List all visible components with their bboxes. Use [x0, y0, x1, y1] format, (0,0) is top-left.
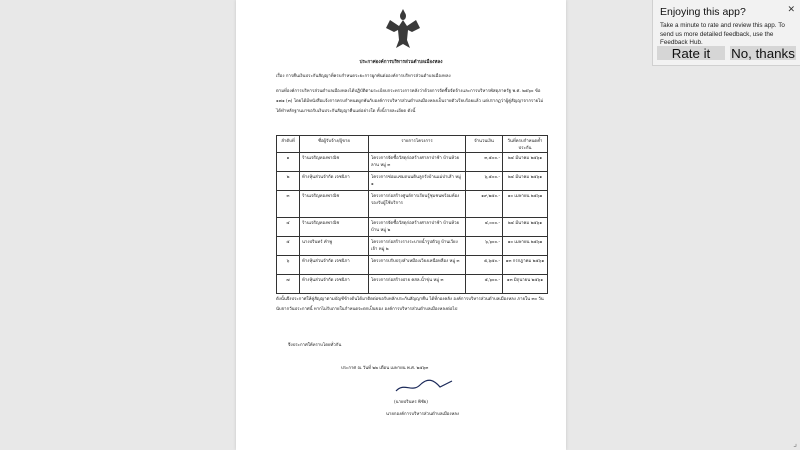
- row-amount: ๖,๕๐๐.-: [466, 172, 503, 191]
- no-thanks-button[interactable]: No, thanks: [731, 46, 795, 61]
- row-amount: ๖,๖๐๐.-: [466, 237, 503, 256]
- table-row: [277, 237, 548, 256]
- intro-paragraph: ตามที่องค์การบริหารส่วนตำบลเมืองหลงได้ปฏิบัติตามระเบียบกระทรวงการคลังว่าด้วยการจัดซื้อจัดจ้างและการบริหารพัสดุภาครัฐ พ.ศ. ๒๕๖๐ ข้อ ๑๗๑ (๓) โดยได้มีหนังสือแจ้งการครบกำหนดผูกพันกับองค์การบริหารส่วนตำบลเมืองหลงเป็นรายตัวเรียบร้อยแล้ว แต่ปรากฏว่าผู้คู่สัญญาจากรายไม่ได้ทำหลักฐานมาขอรับเงินประกันสัญญาคืนแต่อย่างใด ทั้งนี้รายละเอียด ดังนี้: [276, 89, 544, 114]
- row-vendor: ห้างหุ้นส่วนจำกัด เจชนิกา: [300, 256, 369, 275]
- announcement-date: ประกาศ ณ วันที่ ๒๒ เดือน เมษายน พ.ศ. ๒๕๖๓: [341, 366, 429, 371]
- contract-table: [276, 135, 548, 294]
- signature-mark: [394, 378, 454, 394]
- signer-name: (นายปรินทร พิชัย): [394, 400, 428, 405]
- row-project: โครงการปรับปรุงลำเหมืองเวียงเหนือหลือง หมู่ ๓: [369, 256, 466, 275]
- header-vendor: ชื่อผู้รับจ้าง/ผู้ขาย: [300, 136, 369, 153]
- header-project: รายการโครงการ: [369, 136, 466, 153]
- row-no: ๑: [277, 153, 300, 172]
- table-header-row: [277, 136, 548, 153]
- garuda-emblem-icon: [384, 8, 422, 52]
- row-due-date: ๑๓ กรกฎาคม ๒๕๖๑: [503, 256, 548, 275]
- header-no: ลำดับที่: [277, 136, 300, 153]
- row-amount: ๓,๕๐๐.-: [466, 153, 503, 172]
- signer-title: นายกองค์การบริหารส่วนตำบลเมืองหลง: [386, 412, 460, 417]
- row-no: ๗: [277, 275, 300, 294]
- row-no: ๖: [277, 256, 300, 275]
- table-row: [277, 256, 548, 275]
- row-no: ๕: [277, 237, 300, 256]
- row-due-date: ๑๐ เมษายน ๒๕๖๑: [503, 237, 548, 256]
- closing-line: จึงประกาศให้ทราบโดยทั่วกัน: [288, 343, 342, 348]
- document-page: [236, 0, 566, 450]
- document-title: ประกาศองค์การบริหารส่วนตำบลเมืองหลง: [359, 60, 443, 65]
- row-due-date: ๒๔ มีนาคม ๒๕๖๑: [503, 153, 548, 172]
- row-project: โครงการจัดซื้อวัสดุก่อสร้างศาลาป่าช้า บ้านห้วยบ้าน หมู่ ๒: [369, 218, 466, 237]
- row-project: โครงการซ่อมแซมถนนดินลูกรังบ้านแม่ป่าเส้า หมู่ ๑: [369, 172, 466, 191]
- row-no: ๔: [277, 218, 300, 237]
- rate-it-button[interactable]: Rate it: [657, 46, 725, 60]
- table-row: [277, 191, 548, 218]
- document-subject: เรื่อง การคืนเงินประกันสัญญาที่ครบกำหนดระยะการผูกพันต่อองค์การบริหารส่วนตำบลเมืองหลง: [276, 74, 451, 79]
- header-due-date: วันที่ครบกำหนดค้ำประกัน: [503, 136, 548, 153]
- table-row: [277, 172, 548, 191]
- row-amount: ๕,๖๐๐.-: [466, 275, 503, 294]
- row-vendor: ร้านเจริญทองพาณิช: [300, 218, 369, 237]
- row-due-date: ๑๓ มิถุนายน ๒๕๖๑: [503, 275, 548, 294]
- row-vendor: ห้างหุ้นส่วนจำกัด เจชนิกา: [300, 275, 369, 294]
- row-due-date: ๑๐ เมษายน ๒๕๖๑: [503, 191, 548, 218]
- row-no: ๓: [277, 191, 300, 218]
- table-row: [277, 218, 548, 237]
- resize-grip-icon[interactable]: ⌟: [793, 439, 797, 448]
- table-row: [277, 275, 548, 294]
- popup-message: Take a minute to rate and review this app. To send us more detailed feedback, use the Feedback Hub.: [660, 22, 785, 46]
- row-amount: ๕,๖๕๐.-: [466, 256, 503, 275]
- row-vendor: ร้านเจริญทองพาณิช: [300, 153, 369, 172]
- row-due-date: ๒๔ มีนาคม ๒๕๖๑: [503, 218, 548, 237]
- row-project: โครงการก่อสร้างรางระบายน้ำรูปตัวยู บ้านเวียงเจ้า หมู่ ๒: [369, 237, 466, 256]
- instruction-paragraph: ดังนั้นจึงประกาศให้คู่สัญญาตามบัญชีข้างต้นได้มาติดต่อขอรับหลักประกันสัญญาคืน ได้ที่กองคลัง องค์การบริหารส่วนตำบลเมืองหลง ภายใน ๓๐ วัน นับจากวันประกาศนี้ หากไม่รับภายในกำหนดจะตกเป็นของ องค์การบริหารส่วนตำบลเมืองหลงต่อไป: [276, 297, 544, 312]
- row-project: โครงการจัดซื้อวัสดุก่อสร้างศาลาป่าช้า บ้านห้วยลาน หมู่ ๓: [369, 153, 466, 172]
- row-due-date: ๒๔ มีนาคม ๒๕๖๑: [503, 172, 548, 191]
- table-row: [277, 153, 548, 172]
- row-vendor: ห้างหุ้นส่วนจำกัด เจชนิกา: [300, 172, 369, 191]
- row-vendor: นางปรินทร์ คำพู: [300, 237, 369, 256]
- row-vendor: ร้านเจริญทองพาณิช: [300, 191, 369, 218]
- header-amount: จำนวนเงิน: [466, 136, 503, 153]
- row-amount: ๑๙,๒๕๐.-: [466, 191, 503, 218]
- row-project: โครงการก่อสร้างศูนย์การเรียนรู้ชุมชนพร้อมห้องรองรับผู้ใช้บริการ: [369, 191, 466, 218]
- row-amount: ๔,๐๐๐.-: [466, 218, 503, 237]
- row-project: โครงการก่อสร้างฝาย คสล.น้ำขุ่น หมู่ ๓: [369, 275, 466, 294]
- popup-title: Enjoying this app?: [660, 6, 746, 18]
- close-icon[interactable]: ✕: [787, 4, 795, 14]
- row-no: ๒: [277, 172, 300, 191]
